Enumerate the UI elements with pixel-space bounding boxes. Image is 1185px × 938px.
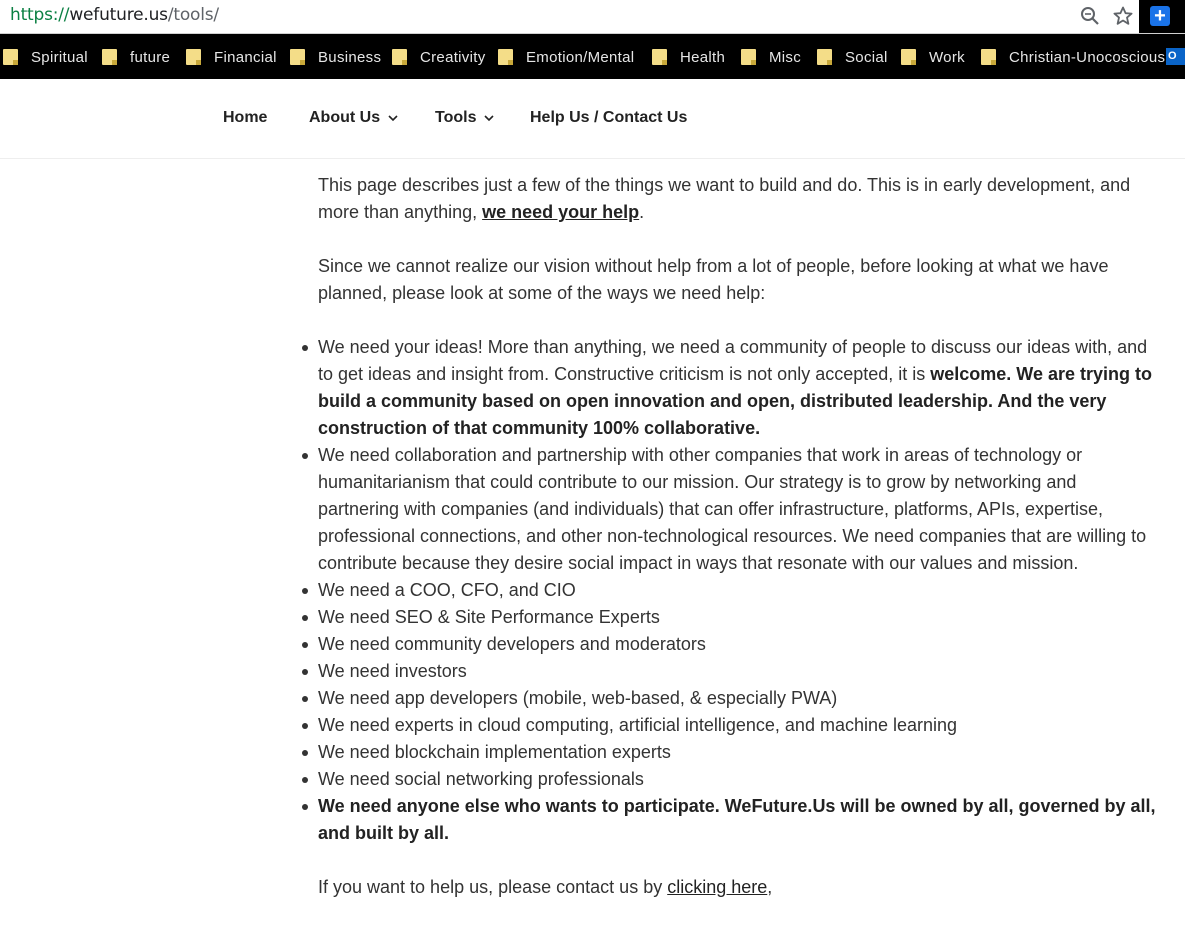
bookmark-health[interactable] — [652, 47, 725, 67]
url-path: /tools/ — [167, 5, 219, 25]
folder-icon — [498, 49, 513, 65]
folder-icon — [392, 49, 407, 65]
bookmark-label: future — [130, 48, 171, 66]
nav-about-label: About Us — [309, 109, 381, 126]
bookmark-label: Financial — [214, 48, 277, 66]
bookmark-label: Work — [929, 48, 965, 66]
magnifier-icon[interactable] — [1080, 6, 1100, 26]
star-icon[interactable] — [1113, 6, 1133, 26]
extension-area — [1139, 0, 1185, 33]
list-item: We need community developers and moderators — [318, 631, 1158, 658]
list-item: We need a COO, CFO, and CIO — [318, 577, 1158, 604]
bookmark-emotion-mental[interactable] — [498, 47, 634, 67]
nav-help-contact[interactable] — [530, 109, 687, 127]
folder-icon — [290, 49, 305, 65]
bookmark-label: Christian-Unocoscious — [1009, 48, 1166, 66]
ideas-bold-text: welcome. We are trying to build a community based on open innovation and open, distributed leadership. And the very construction of that community 100% collaborative. — [318, 364, 1152, 438]
list-item: We need app developers (mobile, web-based, & especially PWA) — [318, 685, 1158, 712]
bookmark-social[interactable] — [817, 47, 888, 67]
page-content — [318, 172, 1158, 928]
bookmark-work[interactable] — [901, 47, 965, 67]
folder-icon — [817, 49, 832, 65]
nav-home[interactable] — [223, 109, 267, 127]
closing-text: If you want to help us, please contact us by — [318, 877, 668, 897]
bookmark-financial[interactable] — [186, 47, 277, 67]
nav-about-us[interactable] — [309, 109, 398, 127]
folder-icon — [901, 49, 916, 65]
folder-icon — [3, 49, 18, 65]
list-item: We need blockchain implementation experts — [318, 739, 1158, 766]
bookmarks-bar — [0, 34, 1185, 79]
intro-paragraph — [318, 172, 1158, 226]
url-field[interactable] — [10, 5, 219, 25]
bookmark-spiritual[interactable] — [3, 47, 88, 67]
intro-end: . — [639, 202, 645, 222]
list-item: We need social networking professionals — [318, 766, 1158, 793]
closing-paragraph — [318, 874, 1158, 901]
bookmark-label: Spiritual — [31, 48, 88, 66]
folder-icon — [652, 49, 667, 65]
participate-bold-text: We need anyone else who wants to participate. WeFuture.Us will be owned by all, governed by all, and built by all. — [318, 796, 1156, 843]
list-item — [318, 793, 1158, 847]
bookmark-label: Business — [318, 48, 382, 66]
nav-tools[interactable] — [435, 109, 494, 127]
list-item: We need SEO & Site Performance Experts — [318, 604, 1158, 631]
need-help-link-label: we need your help — [482, 202, 640, 222]
list-item: We need collaboration and partnership with other companies that work in areas of technology or humanitarianism that could contribute to our mission. Our strategy is to grow by networking and partnering with companies (and individuals) that can offer infrastructure, platforms, APIs, expertise, professional connections, and other non-technological resources. We need companies that are willing to contribute because they desire social impact in ways that resonate with our values and mission. — [318, 442, 1158, 577]
bookmark-label: Health — [680, 48, 726, 66]
folder-icon — [981, 49, 996, 65]
url-host: wefuture.us — [69, 5, 168, 25]
need-help-link[interactable] — [482, 202, 639, 222]
chevron-down-icon — [484, 114, 494, 122]
bookmark-label: Creativity — [420, 48, 486, 66]
list-item — [318, 334, 1158, 442]
folder-icon — [102, 49, 117, 65]
address-bar[interactable] — [0, 0, 1185, 34]
folder-icon — [741, 49, 756, 65]
plus-icon[interactable]: + — [1150, 6, 1170, 26]
bookmark-label: Emotion/Mental — [526, 48, 635, 66]
nav-help-label: Help Us / Contact Us — [530, 109, 688, 126]
list-item: We need investors — [318, 658, 1158, 685]
bookmark-creativity[interactable] — [392, 47, 486, 67]
list-item: We need experts in cloud computing, artificial intelligence, and machine learning — [318, 712, 1158, 739]
bookmark-label: Social — [845, 48, 888, 66]
bookmark-christian-unocoscious[interactable] — [981, 47, 1165, 67]
bookmark-business[interactable] — [290, 47, 381, 67]
nav-home-label: Home — [223, 109, 268, 126]
site-navigation — [0, 79, 1185, 159]
folder-icon — [186, 49, 201, 65]
ideas-text: We need your ideas! More than anything, we need a community of people to discuss our ideas with, and to get ideas and insight from. Constructive criticism is not only accepted, it is — [318, 337, 1148, 384]
bookmark-future[interactable] — [102, 47, 170, 67]
clicking-here-link[interactable]: clicking here — [667, 877, 768, 897]
bookmark-misc[interactable] — [741, 47, 801, 67]
chevron-down-icon — [388, 114, 398, 122]
url-scheme: https:// — [10, 5, 70, 25]
bookmark-label: Misc — [769, 48, 802, 66]
closing-end: , — [767, 877, 773, 897]
outlook-icon[interactable]: O — [1166, 48, 1185, 65]
intro-text: This page describes just a few of the things we want to build and do. This is in early development, and more than anything, — [318, 175, 1131, 222]
help-needs-list — [318, 334, 1158, 847]
help-ways-paragraph: Since we cannot realize our vision without help from a lot of people, before looking at what we have planned, please look at some of the ways we need help: — [318, 256, 1109, 303]
nav-tools-label: Tools — [435, 109, 477, 126]
